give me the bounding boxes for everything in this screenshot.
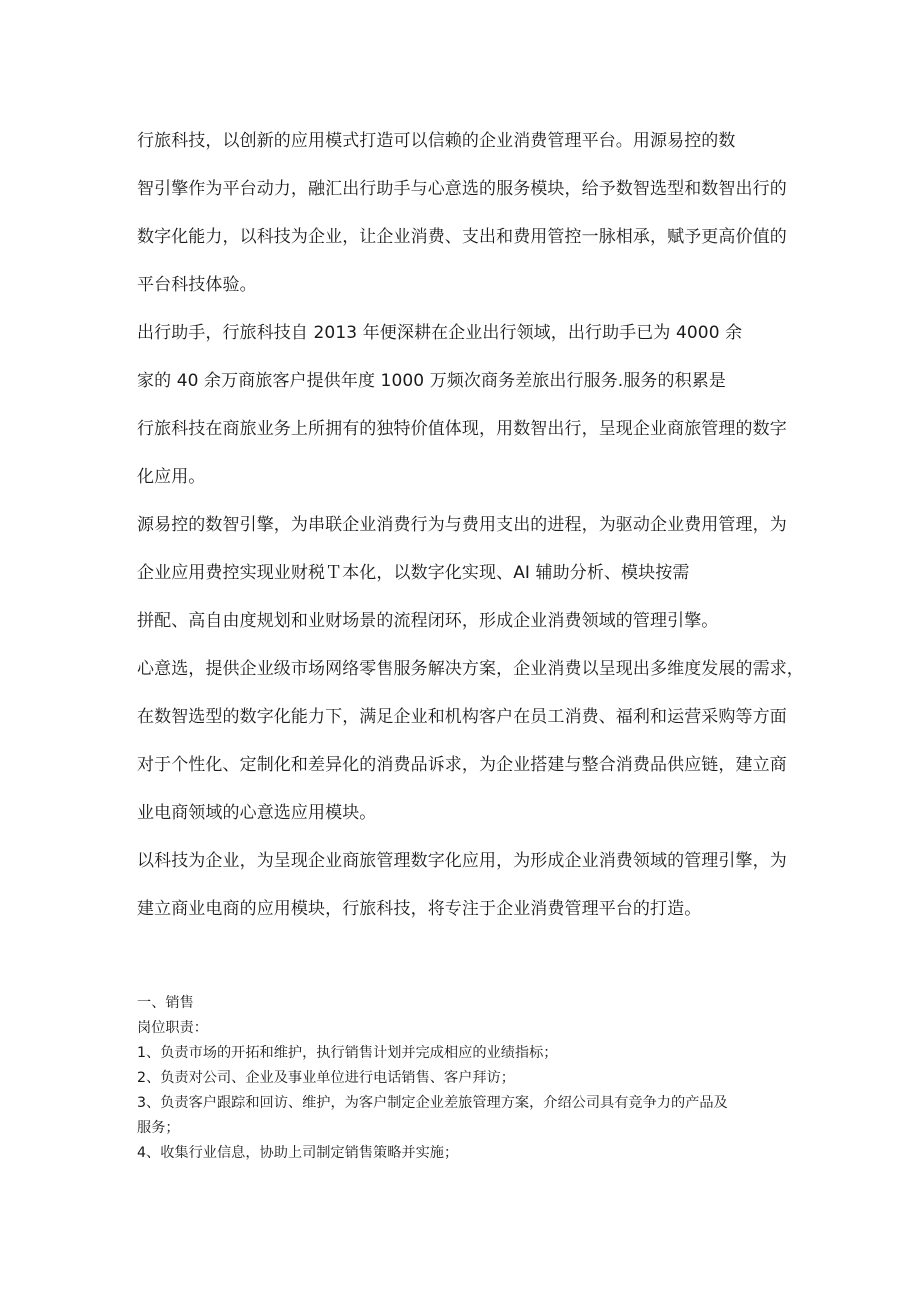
intro-line: 建立商业电商的应用模块，行旅科技，将专注于企业消费管理平台的打造。 xyxy=(137,899,702,919)
intro-line: 源易控的数智引擎，为串联企业消费行为与费用支出的进程，为驱动企业费用管理，为 xyxy=(137,515,787,535)
intro-line: 家的 40 余万商旅客户提供年度 1000 万频次商务差旅出行服务.服务的积累是 xyxy=(137,371,726,391)
intro-line: 业电商领域的心意选应用模块。 xyxy=(137,803,377,823)
intro-line: 拼配、高自由度规划和业财场景的流程闭环，形成企业消费领域的管理引擎。 xyxy=(137,611,719,631)
intro-line: 行旅科技在商旅业务上所拥有的独特价值体现，用数智出行，呈现企业商旅管理的数字 xyxy=(137,419,787,439)
intro-line: 智引擎作为平台动力，融汇出行助手与心意选的服务模块，给予数智选型和数智出行的 xyxy=(137,179,787,199)
duty-item-continued: 服务； xyxy=(137,1120,180,1136)
intro-line: 化应用。 xyxy=(137,467,206,487)
intro-line: 以科技为企业，为呈现企业商旅管理数字化应用，为形成企业消费领域的管理引擎，为 xyxy=(137,851,787,871)
job-posting-sales xyxy=(137,991,797,1166)
duty-item: 1、负责市场的开拓和维护，执行销售计划并完成相应的业绩指标； xyxy=(137,1045,558,1061)
intro-line: 心意选，提供企业级市场网络零售服务解决方案，企业消费以呈现出多维度发展的需求， xyxy=(137,659,804,679)
duty-item: 4、收集行业信息，协助上司制定销售策略并实施； xyxy=(137,1145,459,1161)
intro-line: 在数智选型的数字化能力下，满足企业和机构客户在员工消费、福利和运营采购等方面 xyxy=(137,707,787,727)
intro-line: 出行助手，行旅科技自 2013 年便深耕在企业出行领域，出行助手已为 4000 余 xyxy=(137,323,743,343)
intro-line: 对于个性化、定制化和差异化的消费品诉求，为企业搭建与整合消费品供应链，建立商 xyxy=(137,755,787,775)
intro-line: 平台科技体验。 xyxy=(137,275,257,295)
intro-line: 企业应用费控实现业财税Ｔ本化，以数字化实现、AI 辅助分析、模块按需 xyxy=(137,563,690,583)
duty-item: 2、负责对公司、企业及事业单位进行电话销售、客户拜访； xyxy=(137,1070,515,1086)
section-heading: 一、销售 xyxy=(137,995,194,1011)
company-intro xyxy=(137,122,805,938)
subheading: 岗位职责： xyxy=(137,1020,208,1036)
duty-item: 3、负责客户跟踪和回访、维护，为客户制定企业差旅管理方案，介绍公司具有竞争力的产品及 xyxy=(137,1095,728,1111)
intro-line: 数字化能力，以科技为企业，让企业消费、支出和费用管控一脉相承，赋予更高价值的 xyxy=(137,227,787,247)
intro-line: 行旅科技，以创新的应用模式打造可以信赖的企业消费管理平台。用源易控的数 xyxy=(137,131,736,151)
